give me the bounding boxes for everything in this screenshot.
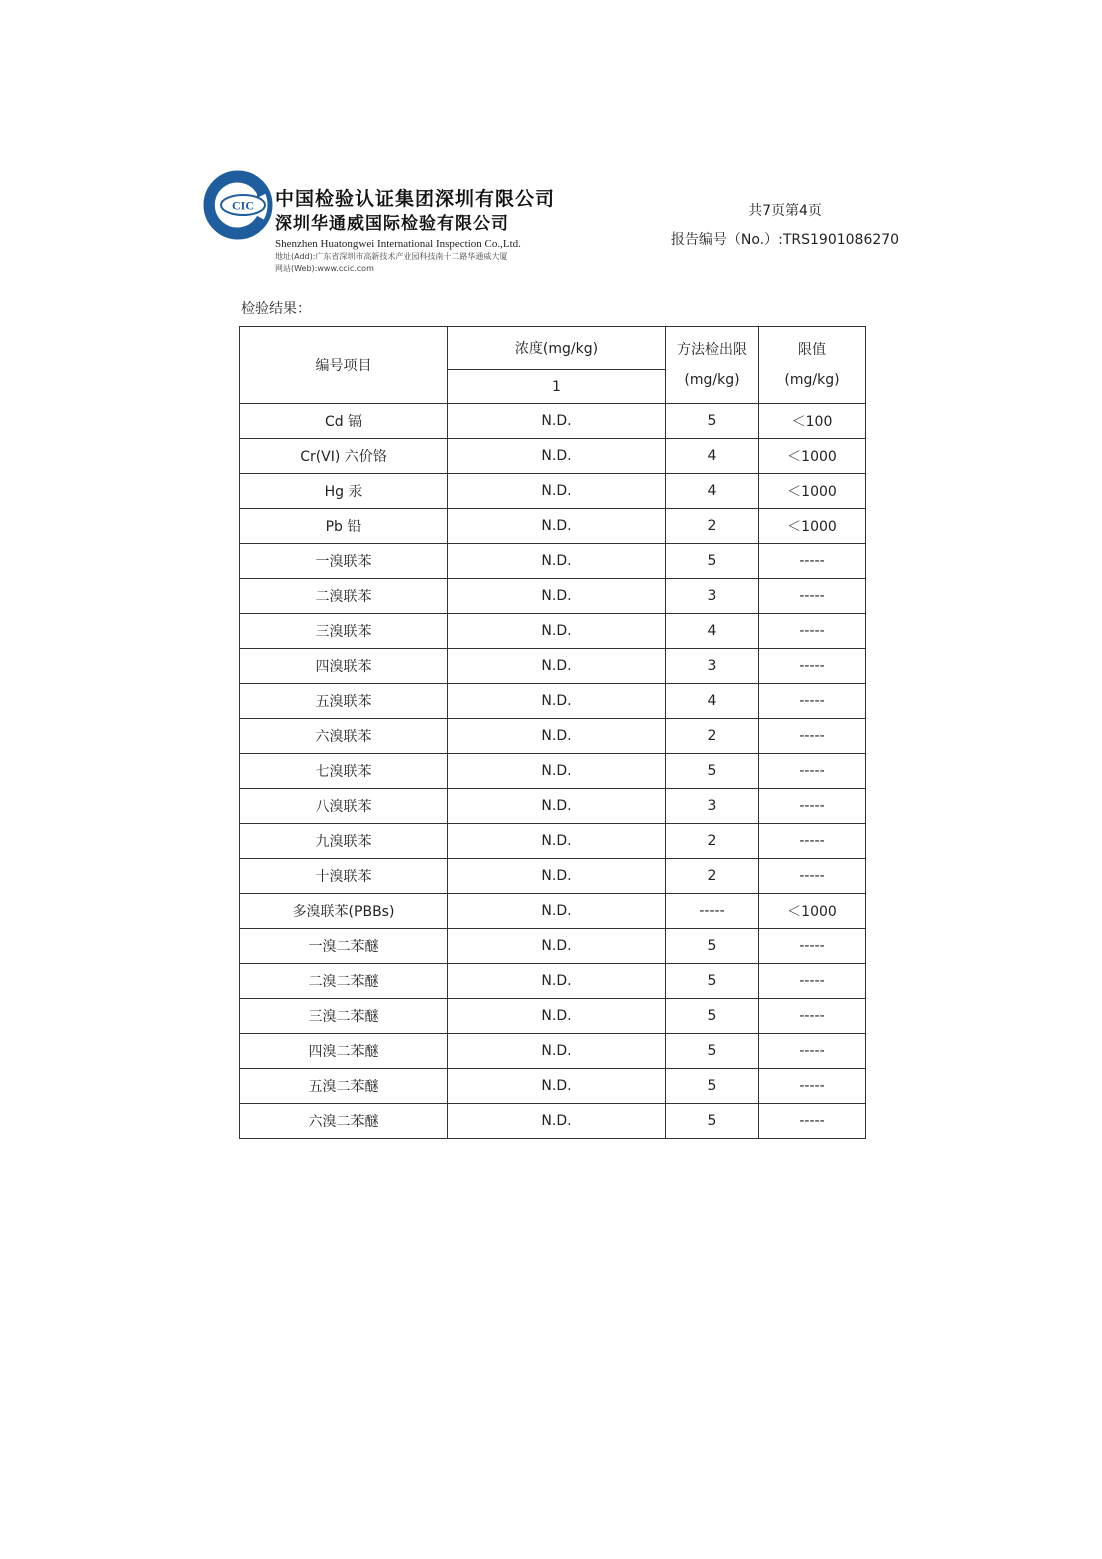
- cell-result: N.D.: [448, 439, 666, 474]
- cell-limit: -----: [759, 719, 866, 754]
- table-row: [240, 999, 866, 1034]
- table-row: [240, 614, 866, 649]
- table-row: [240, 859, 866, 894]
- table-row: [240, 649, 866, 684]
- logo-text: CIC: [231, 198, 255, 213]
- cell-mdl: 4: [666, 439, 759, 474]
- header-sample-number: 1: [448, 370, 666, 404]
- cell-result: N.D.: [448, 929, 666, 964]
- table-row: [240, 894, 866, 929]
- cell-result: N.D.: [448, 824, 666, 859]
- cell-item: 四溴联苯: [240, 649, 448, 684]
- cell-item: 六溴联苯: [240, 719, 448, 754]
- cell-result: N.D.: [448, 999, 666, 1034]
- table-row: [240, 544, 866, 579]
- cell-result: N.D.: [448, 474, 666, 509]
- cell-result: N.D.: [448, 404, 666, 439]
- cell-limit: -----: [759, 684, 866, 719]
- cell-item: 二溴联苯: [240, 579, 448, 614]
- cell-result: N.D.: [448, 719, 666, 754]
- cell-item: 一溴联苯: [240, 544, 448, 579]
- cell-item: Hg 汞: [240, 474, 448, 509]
- cell-limit: -----: [759, 859, 866, 894]
- table-row: [240, 824, 866, 859]
- cell-item: 四溴二苯醚: [240, 1034, 448, 1069]
- cell-mdl: 5: [666, 754, 759, 789]
- cell-limit: -----: [759, 614, 866, 649]
- table-row: [240, 439, 866, 474]
- table-row: [240, 964, 866, 999]
- cell-limit: -----: [759, 1034, 866, 1069]
- company-name-cn-1: 中国检验认证集团深圳有限公司: [275, 188, 556, 210]
- cell-limit: -----: [759, 1069, 866, 1104]
- cell-mdl: 2: [666, 719, 759, 754]
- cell-limit: -----: [759, 824, 866, 859]
- cell-item: Pb 铅: [240, 509, 448, 544]
- report-number: 报告编号（No.）:TRS1901086270: [670, 232, 900, 248]
- table-row: [240, 1034, 866, 1069]
- header-mdl-line2: (mg/kg): [684, 372, 740, 388]
- cell-mdl: 2: [666, 824, 759, 859]
- company-address: 地址(Add):广东省深圳市高新技术产业园科技南十二路华通威大厦: [275, 252, 508, 261]
- header-mdl-line1: 方法检出限: [677, 342, 747, 358]
- cell-item: 十溴联苯: [240, 859, 448, 894]
- cell-item: 一溴二苯醚: [240, 929, 448, 964]
- page-info: 共7页第4页: [748, 203, 822, 219]
- cell-mdl: 5: [666, 964, 759, 999]
- cell-result: N.D.: [448, 684, 666, 719]
- cell-limit: ＜1000: [759, 474, 866, 509]
- header-item: 编号项目: [240, 327, 448, 404]
- table-row: [240, 719, 866, 754]
- cell-mdl: 5: [666, 1034, 759, 1069]
- cell-limit: -----: [759, 1104, 866, 1139]
- cell-result: N.D.: [448, 544, 666, 579]
- cell-mdl: 3: [666, 579, 759, 614]
- cell-item: 七溴联苯: [240, 754, 448, 789]
- cell-mdl: 5: [666, 999, 759, 1034]
- cell-mdl: 5: [666, 1104, 759, 1139]
- header-limit-line2: (mg/kg): [784, 372, 840, 388]
- cell-result: N.D.: [448, 579, 666, 614]
- table-row: [240, 929, 866, 964]
- cell-result: N.D.: [448, 1069, 666, 1104]
- cell-limit: -----: [759, 544, 866, 579]
- table-row: [240, 789, 866, 824]
- cell-result: N.D.: [448, 964, 666, 999]
- cell-mdl: 5: [666, 929, 759, 964]
- table-row: [240, 579, 866, 614]
- cell-mdl: 5: [666, 1069, 759, 1104]
- table-row: [240, 1104, 866, 1139]
- cell-result: N.D.: [448, 789, 666, 824]
- table-row: [240, 404, 866, 439]
- cell-mdl: 4: [666, 474, 759, 509]
- cell-mdl: 4: [666, 614, 759, 649]
- header-concentration: 浓度(mg/kg): [448, 327, 666, 370]
- cell-result: N.D.: [448, 754, 666, 789]
- cell-item: 三溴联苯: [240, 614, 448, 649]
- cell-mdl: 3: [666, 649, 759, 684]
- table-header-row: [240, 327, 866, 370]
- company-block: [275, 186, 555, 275]
- header-limit-line1: 限值: [798, 342, 826, 358]
- cell-result: N.D.: [448, 894, 666, 929]
- cell-limit: -----: [759, 964, 866, 999]
- cell-item: 九溴联苯: [240, 824, 448, 859]
- company-logo: [203, 170, 273, 240]
- table-row: [240, 1069, 866, 1104]
- results-table: [239, 326, 866, 1139]
- cell-limit: ＜100: [759, 404, 866, 439]
- header-mdl: [666, 327, 759, 404]
- table-row: [240, 754, 866, 789]
- cell-item: 二溴二苯醚: [240, 964, 448, 999]
- cell-limit: ＜1000: [759, 439, 866, 474]
- cell-item: 五溴二苯醚: [240, 1069, 448, 1104]
- cell-limit: ＜1000: [759, 509, 866, 544]
- cell-result: N.D.: [448, 649, 666, 684]
- cell-mdl: -----: [666, 894, 759, 929]
- cell-result: N.D.: [448, 614, 666, 649]
- cell-item: 八溴联苯: [240, 789, 448, 824]
- company-website: 网站(Web):www.ccic.com: [275, 264, 374, 273]
- cell-result: N.D.: [448, 509, 666, 544]
- cell-limit: -----: [759, 789, 866, 824]
- company-name-en: Shenzhen Huatongwei International Inspection Co.,Ltd.: [275, 238, 521, 250]
- header-limit: [759, 327, 866, 404]
- table-row: [240, 684, 866, 719]
- cell-result: N.D.: [448, 1034, 666, 1069]
- cell-item: Cd 镉: [240, 404, 448, 439]
- cell-item: 三溴二苯醚: [240, 999, 448, 1034]
- cell-item: 五溴联苯: [240, 684, 448, 719]
- cell-item: 多溴联苯(PBBs): [240, 894, 448, 929]
- cell-limit: ＜1000: [759, 894, 866, 929]
- cell-mdl: 5: [666, 404, 759, 439]
- table-row: [240, 474, 866, 509]
- cell-result: N.D.: [448, 1104, 666, 1139]
- cell-limit: -----: [759, 929, 866, 964]
- cell-result: N.D.: [448, 859, 666, 894]
- cell-mdl: 5: [666, 544, 759, 579]
- cell-limit: -----: [759, 754, 866, 789]
- cell-mdl: 2: [666, 509, 759, 544]
- table-row: [240, 509, 866, 544]
- cell-mdl: 2: [666, 859, 759, 894]
- cell-mdl: 4: [666, 684, 759, 719]
- section-title: 检验结果：: [241, 301, 311, 317]
- company-name-cn-2: 深圳华通威国际检验有限公司: [275, 214, 509, 234]
- cic-logo-icon: [203, 170, 273, 240]
- cell-limit: -----: [759, 579, 866, 614]
- cell-mdl: 3: [666, 789, 759, 824]
- cell-item: Cr(VI) 六价铬: [240, 439, 448, 474]
- cell-item: 六溴二苯醚: [240, 1104, 448, 1139]
- cell-limit: -----: [759, 999, 866, 1034]
- cell-limit: -----: [759, 649, 866, 684]
